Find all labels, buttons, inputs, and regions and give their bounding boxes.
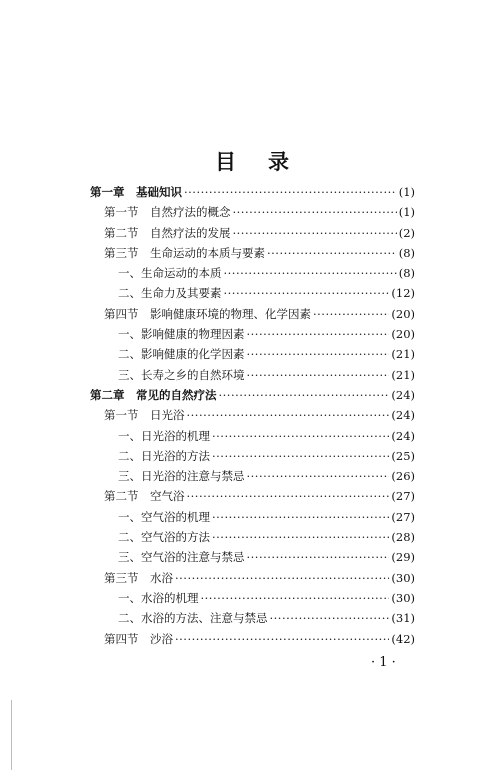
page-title (0, 146, 504, 176)
toc-entry-page: (30) (391, 590, 415, 605)
toc-dot-leader (201, 588, 390, 608)
toc-dot-leader (212, 507, 389, 527)
toc-entry-label: 一、水浴的机理 (118, 590, 199, 605)
page-number: · 1 · (371, 655, 396, 670)
toc-entry-page: (20) (391, 327, 415, 342)
toc-entry[interactable] (90, 365, 415, 385)
toc-entry-label: 第二章 常见的自然疗法 (90, 387, 217, 402)
toc-entry-label: 第四节 沙浴 (104, 631, 173, 646)
toc-entry-label: 第一节 自然疗法的概念 (104, 205, 231, 220)
toc-entry[interactable] (90, 527, 415, 547)
toc-dot-leader (187, 486, 390, 506)
toc-entry-page: (27) (391, 509, 415, 524)
toc-entry[interactable] (90, 507, 415, 527)
toc-entry[interactable] (90, 426, 415, 446)
table-of-contents (90, 182, 415, 649)
toc-entry-page: (26) (391, 469, 415, 484)
toc-entry-label: 第二节 自然疗法的发展 (104, 225, 231, 240)
toc-entry-label: 第三节 生命运动的本质与要素 (104, 245, 265, 260)
toc-dot-leader (313, 304, 389, 324)
binding-edge-mark (11, 700, 12, 770)
toc-entry-label: 一、日光浴的机理 (118, 428, 210, 443)
toc-entry[interactable] (90, 629, 415, 649)
toc-dot-leader (270, 608, 390, 628)
toc-entry[interactable] (90, 304, 415, 324)
toc-entry[interactable] (90, 568, 415, 588)
toc-entry-page: (20) (391, 306, 415, 321)
toc-entry[interactable] (90, 223, 415, 243)
toc-dot-leader (233, 202, 397, 222)
toc-entry[interactable] (90, 263, 415, 283)
toc-entry-page: (29) (391, 550, 415, 565)
toc-entry-label: 第四节 影响健康环境的物理、化学因素 (104, 306, 311, 321)
toc-dot-leader (247, 547, 390, 567)
toc-entry-label: 第三节 水浴 (104, 570, 173, 585)
toc-entry-label: 二、日光浴的方法 (118, 448, 210, 463)
toc-dot-leader (247, 466, 390, 486)
toc-entry-label: 一、影响健康的物理因素 (118, 327, 245, 342)
toc-entry-page: (8) (398, 245, 415, 260)
page-title-part1: 目 (215, 150, 236, 174)
toc-dot-leader (247, 365, 390, 385)
toc-entry[interactable] (90, 243, 415, 263)
toc-entry[interactable] (90, 608, 415, 628)
toc-entry-label: 二、生命力及其要素 (118, 286, 222, 301)
toc-dot-leader (224, 283, 390, 303)
toc-dot-leader (247, 324, 390, 344)
toc-entry[interactable] (90, 588, 415, 608)
toc-dot-leader (233, 223, 397, 243)
toc-entry-page: (8) (398, 266, 415, 281)
toc-entry[interactable] (90, 466, 415, 486)
toc-entry-page: (25) (391, 448, 415, 463)
toc-entry-label: 一、空气浴的机理 (118, 509, 210, 524)
toc-entry[interactable] (90, 202, 415, 222)
toc-entry-page: (1) (398, 185, 415, 199)
toc-entry[interactable] (90, 446, 415, 466)
toc-dot-leader (212, 527, 389, 547)
toc-entry[interactable] (90, 344, 415, 364)
toc-entry-label: 二、空气浴的方法 (118, 530, 210, 545)
toc-entry-page: (30) (391, 570, 415, 585)
toc-entry-label: 三、空气浴的注意与禁忌 (118, 550, 245, 565)
toc-dot-leader (219, 385, 390, 405)
toc-entry-label: 二、影响健康的化学因素 (118, 347, 245, 362)
toc-entry-page: (31) (391, 611, 415, 626)
toc-dot-leader (267, 243, 397, 263)
toc-entry-label: 第一章 基础知识 (90, 185, 182, 199)
toc-entry[interactable] (90, 182, 415, 202)
toc-entry-label: 一、生命运动的本质 (118, 266, 222, 281)
toc-dot-leader (212, 426, 389, 446)
toc-entry-label: 三、日光浴的注意与禁忌 (118, 469, 245, 484)
toc-entry[interactable] (90, 324, 415, 344)
toc-entry-page: (27) (391, 489, 415, 504)
toc-entry-label: 第二节 空气浴 (104, 489, 185, 504)
toc-entry-page: (1) (398, 205, 415, 220)
toc-entry-page: (21) (391, 347, 415, 362)
toc-dot-leader (224, 263, 397, 283)
toc-entry-page: (42) (391, 631, 415, 646)
page-title-part2: 录 (268, 150, 289, 174)
toc-entry-page: (28) (391, 530, 415, 545)
toc-entry-label: 二、水浴的方法、注意与禁忌 (118, 611, 268, 626)
toc-entry-page: (24) (391, 387, 415, 402)
toc-dot-leader (175, 629, 389, 649)
toc-entry[interactable] (90, 486, 415, 506)
toc-entry[interactable] (90, 405, 415, 425)
toc-entry-page: (24) (391, 428, 415, 443)
toc-entry[interactable] (90, 283, 415, 303)
toc-entry-label: 第一节 日光浴 (104, 408, 185, 423)
toc-entry[interactable] (90, 385, 415, 405)
toc-dot-leader (175, 568, 389, 588)
toc-dot-leader (184, 182, 397, 202)
toc-entry[interactable] (90, 547, 415, 567)
toc-dot-leader (247, 344, 390, 364)
toc-entry-page: (2) (398, 225, 415, 240)
toc-entry-page: (24) (391, 408, 415, 423)
toc-dot-leader (187, 405, 390, 425)
toc-entry-page: (12) (391, 286, 415, 301)
toc-dot-leader (212, 446, 389, 466)
toc-entry-page: (21) (391, 367, 415, 382)
toc-entry-label: 三、长寿之乡的自然环境 (118, 367, 245, 382)
